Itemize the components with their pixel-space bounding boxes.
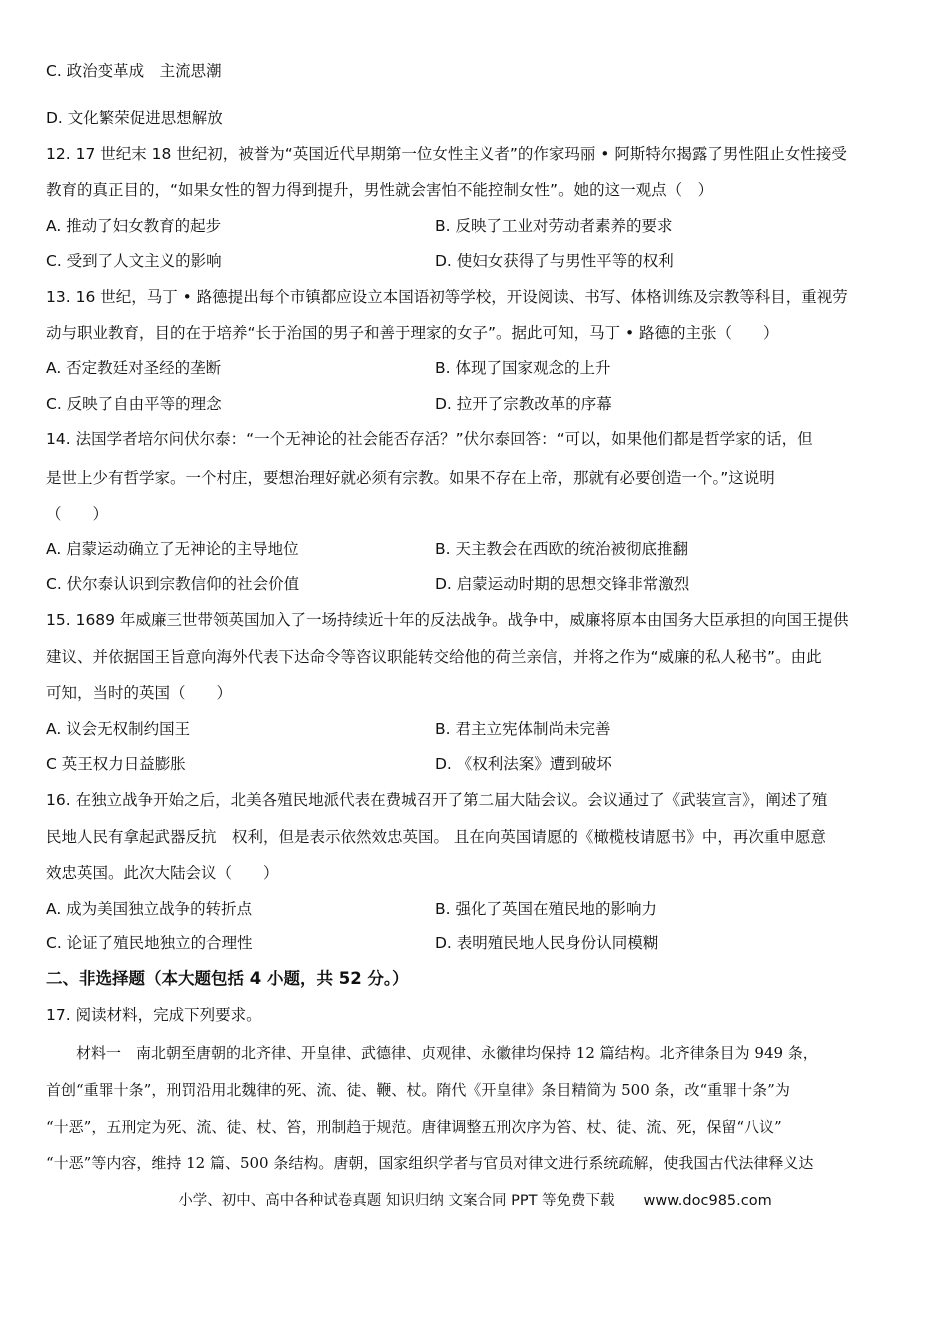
q14-stem-line-1: 14. 法国学者培尔问伏尔泰：“一个无神论的社会能否存活？”伏尔泰回答：“可以，如果他们都是哲学家的话，但 [46,430,813,448]
q15-option-c: C 英王权力日益膨胀 [46,755,186,773]
page-footer: 小学、初中、高中各种试卷真题 知识归纳 文案合同 PPT 等免费下载 www.doc985.com [178,1193,772,1209]
q15-option-d: D. 《权利法案》遭到破坏 [435,755,612,773]
q12-stem-line-1: 12. 17 世纪末 18 世纪初，被誉为“英国近代早期第一位女性主义者”的作家玛丽 • 阿斯特尔揭露了男性阻止女性接受 [46,145,847,163]
q12-option-c: C. 受到了人文主义的影响 [46,252,222,270]
q12-stem-line-2: 教育的真正目的，“如果女性的智力得到提升，男性就会害怕不能控制女性”。她的这一观点（ ） [46,181,714,199]
option-c-prev-question: C. 政治变革成 主流思潮 [46,62,222,80]
q16-stem-line-3: 效忠英国。此次大陆会议（ ） [46,864,279,882]
q14-stem-line-2: 是世上少有哲学家。一个村庄，要想治理好就必须有宗教。如果不存在上帝，那就有必要创造一个。”这说明 [46,469,775,487]
q13-option-d: D. 拉开了宗教改革的序幕 [435,395,612,413]
q13-stem-line-2: 动与职业教育，目的在于培养“长于治国的男子和善于理家的女子”。据此可知，马丁 • 路德的主张（ ） [46,324,779,342]
q16-stem-line-1: 16. 在独立战争开始之后，北美各殖民地派代表在费城召开了第二届大陆会议。会议通过了《武装宣言》，阐述了殖 [46,791,828,809]
material-line-1: 材料一 南北朝至唐朝的北齐律、开皇律、武德律、贞观律、永徽律均保持 12 篇结构。北齐律条目为 949 条， [46,1044,818,1062]
material-line-4: “十恶”等内容，维持 12 篇、500 条结构。唐朝，国家组织学者与官员对律文进行系统疏解，使我国古代法律释义达 [46,1154,814,1172]
q15-stem-line-3: 可知，当时的英国（ ） [46,684,233,702]
q17-stem: 17. 阅读材料，完成下列要求。 [46,1006,262,1024]
q15-option-a: A. 议会无权制约国王 [46,720,191,738]
q16-option-d: D. 表明殖民地人民身份认同模糊 [435,934,659,952]
q13-option-c: C. 反映了自由平等的理念 [46,395,222,413]
q14-option-a: A. 启蒙运动确立了无神论的主导地位 [46,540,299,558]
q13-option-a: A. 否定教廷对圣经的垄断 [46,359,222,377]
q14-option-b: B. 天主教会在西欧的统治被彻底推翻 [435,540,688,558]
q14-option-d: D. 启蒙运动时期的思想交锋非常激烈 [435,575,690,593]
q12-option-a: A. 推动了妇女教育的起步 [46,217,222,235]
q16-option-c: C. 论证了殖民地独立的合理性 [46,934,253,952]
section-heading: 二、非选择题（本大题包括 4 小题，共 52 分。） [46,969,409,988]
q16-option-a: A. 成为美国独立战争的转折点 [46,900,253,918]
q12-option-b: B. 反映了工业对劳动者素养的要求 [435,217,673,235]
material-line-2: 首创“重罪十条”，刑罚沿用北魏律的死、流、徒、鞭、杖。隋代《开皇律》条目精简为 500 条，改“重罪十条”为 [46,1081,790,1099]
q14-stem-line-3: （ ） [46,505,109,523]
q13-stem-line-1: 13. 16 世纪，马丁 • 路德提出每个市镇都应设立本国语初等学校，开设阅读、书写、体格训练及宗教等科目，重视劳 [46,288,848,306]
q12-option-d: D. 使妇女获得了与男性平等的权利 [435,252,674,270]
q15-stem-line-2: 建议、并依据国王旨意向海外代表下达命令等咨议职能转交给他的荷兰亲信，并将之作为“威廉的私人秘书”。由此 [46,648,822,666]
q16-stem-line-2: 民地人民有拿起武器反抗 权利，但是表示依然效忠英国。 且在向英国请愿的《橄榄枝请愿书》中，再次重申愿意 [46,828,826,846]
option-d-prev-question: D. 文化繁荣促进思想解放 [46,109,223,127]
q16-option-b: B. 强化了英国在殖民地的影响力 [435,900,657,918]
q14-option-c: C. 伏尔泰认识到宗教信仰的社会价值 [46,575,300,593]
material-line-3: “十恶”，五刑定为死、流、徒、杖、笞，刑制趋于规范。唐律调整五刑次序为笞、杖、徒、流、死，保留“八议” [46,1118,782,1136]
q15-option-b: B. 君主立宪体制尚未完善 [435,720,611,738]
q13-option-b: B. 体现了国家观念的上升 [435,359,611,377]
q15-stem-line-1: 15. 1689 年威廉三世带领英国加入了一场持续近十年的反法战争。战争中，威廉将原本由国务大臣承担的向国王提供 [46,611,849,629]
